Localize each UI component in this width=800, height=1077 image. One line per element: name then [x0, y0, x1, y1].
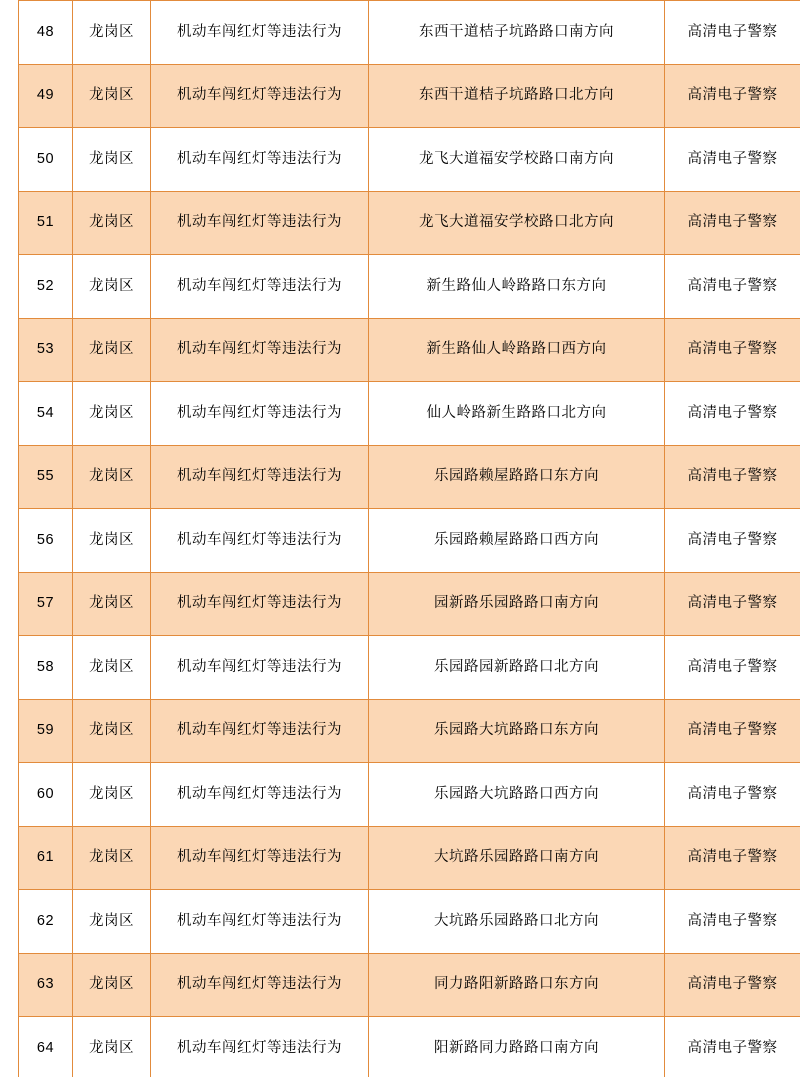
- row-device-type-cell: 高清电子警察: [665, 953, 800, 1017]
- row-index-cell: 58: [19, 636, 73, 700]
- table-row: [19, 953, 800, 1017]
- row-violation-type-cell: 机动车闯红灯等违法行为: [151, 255, 369, 319]
- row-index-cell: 54: [19, 382, 73, 446]
- row-device-type-cell: 高清电子警察: [665, 636, 800, 700]
- table-row: [19, 255, 800, 319]
- row-index-cell: 53: [19, 318, 73, 382]
- row-device-type-cell: 高清电子警察: [665, 509, 800, 573]
- row-index-cell: 63: [19, 953, 73, 1017]
- row-district-cell: 龙岗区: [73, 445, 151, 509]
- row-device-type-cell: 高清电子警察: [665, 445, 800, 509]
- row-violation-type-cell: 机动车闯红灯等违法行为: [151, 382, 369, 446]
- row-violation-type-cell: 机动车闯红灯等违法行为: [151, 191, 369, 255]
- row-violation-type-cell: 机动车闯红灯等违法行为: [151, 699, 369, 763]
- row-location-cell: 大坑路乐园路路口北方向: [369, 890, 665, 954]
- row-district-cell: 龙岗区: [73, 890, 151, 954]
- table-body: [19, 1, 800, 1077]
- row-district-cell: 龙岗区: [73, 763, 151, 827]
- table-row: [19, 191, 800, 255]
- table-row: [19, 445, 800, 509]
- row-device-type-cell: 高清电子警察: [665, 64, 800, 128]
- table-row: [19, 572, 800, 636]
- row-district-cell: 龙岗区: [73, 1, 151, 65]
- row-violation-type-cell: 机动车闯红灯等违法行为: [151, 953, 369, 1017]
- row-district-cell: 龙岗区: [73, 699, 151, 763]
- row-district-cell: 龙岗区: [73, 572, 151, 636]
- row-index-cell: 57: [19, 572, 73, 636]
- table-row: [19, 318, 800, 382]
- row-index-cell: 48: [19, 1, 73, 65]
- row-location-cell: 仙人岭路新生路路口北方向: [369, 382, 665, 446]
- table-row: [19, 826, 800, 890]
- row-device-type-cell: 高清电子警察: [665, 255, 800, 319]
- row-device-type-cell: 高清电子警察: [665, 128, 800, 192]
- row-index-cell: 52: [19, 255, 73, 319]
- row-violation-type-cell: 机动车闯红灯等违法行为: [151, 826, 369, 890]
- row-district-cell: 龙岗区: [73, 636, 151, 700]
- row-location-cell: 乐园路赖屋路路口东方向: [369, 445, 665, 509]
- row-location-cell: 园新路乐园路路口南方向: [369, 572, 665, 636]
- row-device-type-cell: 高清电子警察: [665, 890, 800, 954]
- row-location-cell: 龙飞大道福安学校路口北方向: [369, 191, 665, 255]
- table-row: [19, 1017, 800, 1077]
- row-district-cell: 龙岗区: [73, 509, 151, 573]
- row-index-cell: 64: [19, 1017, 73, 1077]
- row-device-type-cell: 高清电子警察: [665, 572, 800, 636]
- row-device-type-cell: 高清电子警察: [665, 1017, 800, 1077]
- row-district-cell: 龙岗区: [73, 1017, 151, 1077]
- row-location-cell: 大坑路乐园路路口南方向: [369, 826, 665, 890]
- row-district-cell: 龙岗区: [73, 953, 151, 1017]
- row-violation-type-cell: 机动车闯红灯等违法行为: [151, 318, 369, 382]
- row-index-cell: 49: [19, 64, 73, 128]
- row-location-cell: 乐园路大坑路路口西方向: [369, 763, 665, 827]
- row-violation-type-cell: 机动车闯红灯等违法行为: [151, 1, 369, 65]
- row-device-type-cell: 高清电子警察: [665, 1, 800, 65]
- table-row: [19, 1, 800, 65]
- row-violation-type-cell: 机动车闯红灯等违法行为: [151, 128, 369, 192]
- enforcement-device-table: [18, 0, 800, 1077]
- row-device-type-cell: 高清电子警察: [665, 826, 800, 890]
- row-violation-type-cell: 机动车闯红灯等违法行为: [151, 445, 369, 509]
- row-violation-type-cell: 机动车闯红灯等违法行为: [151, 509, 369, 573]
- row-violation-type-cell: 机动车闯红灯等违法行为: [151, 763, 369, 827]
- row-district-cell: 龙岗区: [73, 191, 151, 255]
- row-violation-type-cell: 机动车闯红灯等违法行为: [151, 890, 369, 954]
- table-row: [19, 382, 800, 446]
- table-row: [19, 128, 800, 192]
- row-index-cell: 59: [19, 699, 73, 763]
- row-violation-type-cell: 机动车闯红灯等违法行为: [151, 572, 369, 636]
- row-district-cell: 龙岗区: [73, 826, 151, 890]
- row-location-cell: 乐园路赖屋路路口西方向: [369, 509, 665, 573]
- row-location-cell: 新生路仙人岭路路口东方向: [369, 255, 665, 319]
- row-location-cell: 同力路阳新路路口东方向: [369, 953, 665, 1017]
- row-location-cell: 龙飞大道福安学校路口南方向: [369, 128, 665, 192]
- row-location-cell: 乐园路园新路路口北方向: [369, 636, 665, 700]
- row-district-cell: 龙岗区: [73, 255, 151, 319]
- row-device-type-cell: 高清电子警察: [665, 191, 800, 255]
- row-index-cell: 55: [19, 445, 73, 509]
- row-district-cell: 龙岗区: [73, 318, 151, 382]
- row-location-cell: 新生路仙人岭路路口西方向: [369, 318, 665, 382]
- table-row: [19, 509, 800, 573]
- table-row: [19, 64, 800, 128]
- row-index-cell: 61: [19, 826, 73, 890]
- row-device-type-cell: 高清电子警察: [665, 318, 800, 382]
- row-location-cell: 乐园路大坑路路口东方向: [369, 699, 665, 763]
- row-district-cell: 龙岗区: [73, 128, 151, 192]
- row-location-cell: 东西干道桔子坑路路口北方向: [369, 64, 665, 128]
- row-index-cell: 56: [19, 509, 73, 573]
- row-index-cell: 62: [19, 890, 73, 954]
- row-device-type-cell: 高清电子警察: [665, 699, 800, 763]
- table-row: [19, 763, 800, 827]
- row-district-cell: 龙岗区: [73, 64, 151, 128]
- row-location-cell: 东西干道桔子坑路路口南方向: [369, 1, 665, 65]
- row-violation-type-cell: 机动车闯红灯等违法行为: [151, 64, 369, 128]
- row-location-cell: 阳新路同力路路口南方向: [369, 1017, 665, 1077]
- row-violation-type-cell: 机动车闯红灯等违法行为: [151, 636, 369, 700]
- row-index-cell: 60: [19, 763, 73, 827]
- row-violation-type-cell: 机动车闯红灯等违法行为: [151, 1017, 369, 1077]
- table-row: [19, 636, 800, 700]
- row-index-cell: 51: [19, 191, 73, 255]
- table-row: [19, 890, 800, 954]
- row-device-type-cell: 高清电子警察: [665, 382, 800, 446]
- row-index-cell: 50: [19, 128, 73, 192]
- table-row: [19, 699, 800, 763]
- row-district-cell: 龙岗区: [73, 382, 151, 446]
- row-device-type-cell: 高清电子警察: [665, 763, 800, 827]
